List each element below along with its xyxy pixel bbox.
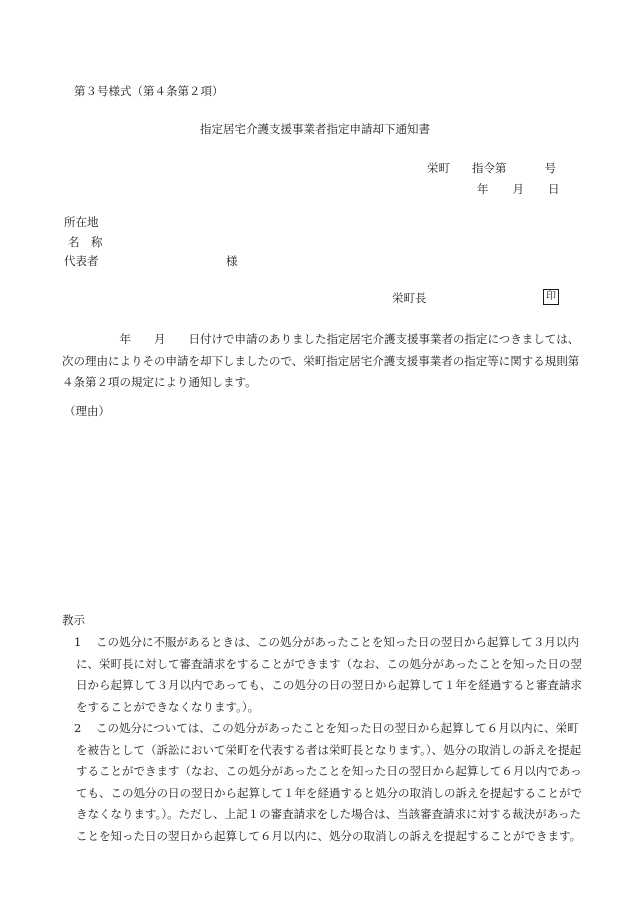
reference-number	[427, 163, 556, 175]
document-title: 指定居宅介護支援事業者指定申請却下通知書	[200, 122, 430, 136]
date-year: 年	[477, 182, 489, 196]
reference-town: 栄町	[427, 161, 450, 175]
reference-designation: 指令第	[472, 161, 507, 175]
notification-body: 年 月 日付けで申請のありました指定居宅介護支援事業者の指定につきましては、次の理由によりその申請を却下しましたので、栄町指定居宅介護支援事業者の指定等に関する規則第４条第２項の規定により通知します。	[62, 332, 580, 389]
name-label: 名 称	[68, 235, 103, 249]
seal-mark: 印	[543, 289, 559, 305]
issuer-title: 栄町長	[392, 291, 427, 305]
notice-item-text: この処分については、この処分があったことを知った日の翌日から起算して６月以内に、栄町を被告として（訴訟において栄町を代表する者は栄町長となります。）、処分の取消しの訴えを提起することができます（なお、この処分があったことを知った日の翌日から起算して６月以内であっても、この処分の日の翌日から起算して１年を経過すると処分の取消しの訴えを提起することができなくなります。）。ただし、上記１の審査請求をした場合は、当該審査請求に対する裁決があったことを知った日の翌日から起算して６月以内に、処分の取消しの訴えを提起することができます。	[76, 721, 582, 843]
reason-label: （理由）	[64, 404, 110, 418]
notice-item	[62, 718, 584, 847]
issue-date	[477, 184, 560, 196]
form-number: 第３号様式（第４条第２項）	[74, 84, 224, 98]
notice-item-number: 2	[74, 721, 82, 735]
notice-list	[62, 632, 584, 847]
notice-item-number: 1	[74, 635, 82, 649]
location-label: 所在地	[64, 215, 99, 229]
notice-item-text: この処分に不服があるときは、この処分があったことを知った日の翌日から起算して３月以内に、栄町長に対して審査請求をすることができます（なお、この処分があったことを知った日の翌日から起算して３月以内であっても、この処分の日の翌日から起算して１年を経過すると審査請求をすることができなくなります。）。	[76, 635, 582, 714]
honorific: 様	[226, 254, 238, 268]
notice-item	[62, 632, 584, 718]
notice-heading: 教示	[62, 613, 85, 627]
date-day: 日	[548, 182, 560, 196]
date-month: 月	[512, 182, 524, 196]
representative-label: 代表者	[64, 254, 99, 268]
reference-number-suffix: 号	[544, 161, 556, 175]
